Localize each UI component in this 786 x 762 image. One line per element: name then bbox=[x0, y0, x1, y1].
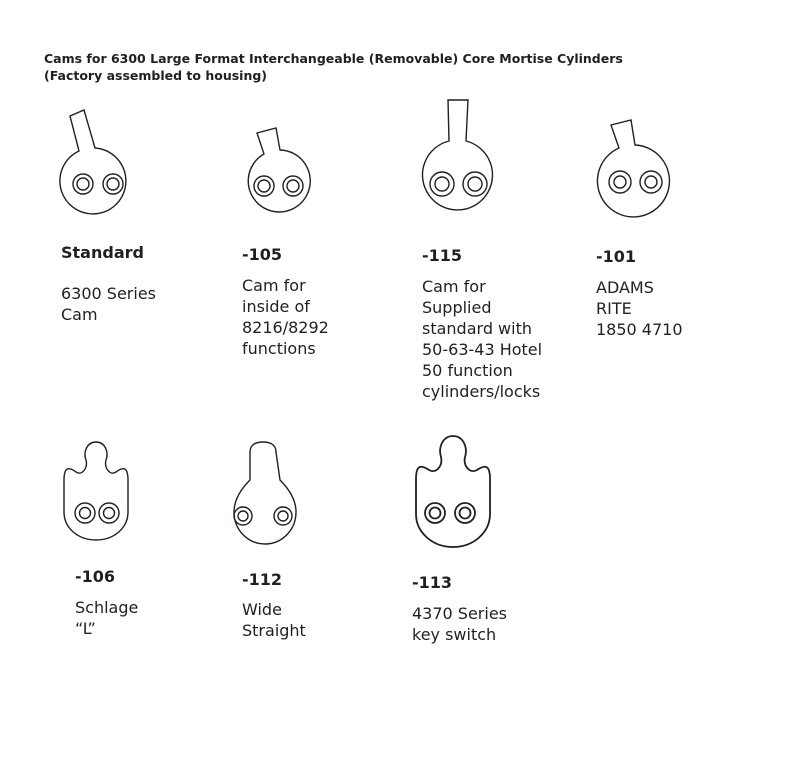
cam-description: Schlage “L” bbox=[75, 598, 139, 638]
cam-113-icon bbox=[410, 434, 495, 552]
cam-description: Cam for inside of 8216/8292 functions bbox=[242, 276, 329, 358]
cam-description: Cam for Supplied standard with 50-63-43 Hotel 50 function cylinders/locks bbox=[422, 277, 543, 401]
cam-code: Standard bbox=[61, 243, 144, 262]
cam-description: 4370 Series key switch bbox=[412, 604, 508, 644]
cam-106-icon bbox=[58, 440, 134, 545]
cam-code: -105 bbox=[242, 245, 283, 264]
page-title bbox=[44, 50, 744, 84]
cam-code: -115 bbox=[422, 246, 463, 265]
cam-code: -106 bbox=[75, 567, 116, 586]
cam-code: -113 bbox=[412, 573, 453, 592]
cam-description: Wide Straight bbox=[242, 600, 306, 640]
cam-description: 6300 Series Cam bbox=[61, 284, 157, 324]
cam-115-icon bbox=[420, 98, 500, 223]
title-line-1: Cams for 6300 Large Format Interchangeable (Removable) Core Mortise Cylinders bbox=[44, 51, 623, 66]
cam-code: -112 bbox=[242, 570, 283, 589]
cam-code: -101 bbox=[596, 247, 637, 266]
cam-description: ADAMS RITE 1850 4710 bbox=[596, 278, 683, 339]
cam-112-icon bbox=[230, 440, 300, 550]
standard-cam-icon bbox=[62, 108, 134, 220]
cam-105-icon bbox=[240, 126, 310, 221]
cam-101-icon bbox=[597, 118, 675, 218]
title-line-2: (Factory assembled to housing) bbox=[44, 68, 268, 83]
